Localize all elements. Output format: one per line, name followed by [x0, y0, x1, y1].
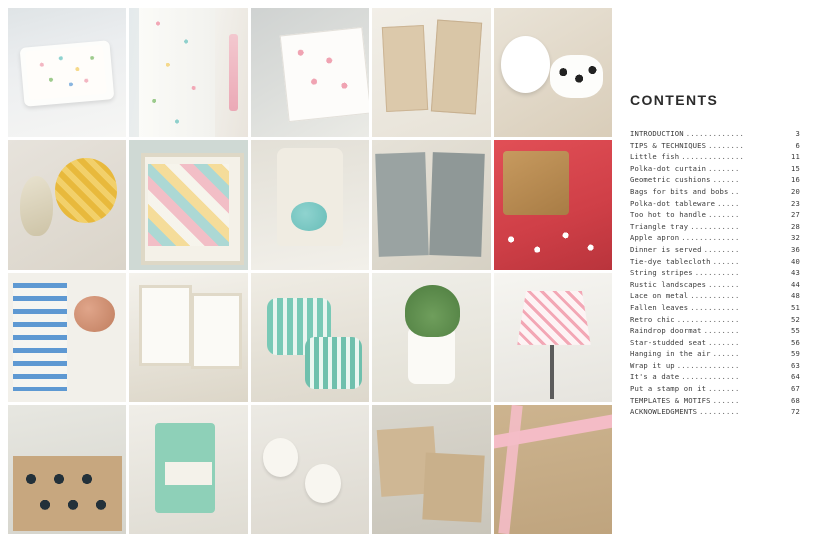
toc-entry-leader: .....	[717, 198, 740, 208]
photo-apron-hanging	[251, 140, 369, 269]
toc-entry-leader: .......	[708, 163, 740, 173]
toc-entry-label: It's a date	[630, 372, 680, 382]
contents-title: CONTENTS	[630, 92, 719, 108]
toc-entry-page: 67	[791, 384, 800, 394]
toc-entry[interactable]	[630, 337, 800, 349]
toc-entry-page: 28	[791, 221, 800, 231]
toc-entry-leader: ..............	[676, 314, 740, 324]
toc-entry-page: 55	[791, 326, 800, 336]
photo-polka-dot-tableware	[494, 8, 612, 137]
toc-entry-leader: ........	[703, 244, 740, 254]
toc-entry[interactable]	[630, 383, 800, 395]
table-of-contents	[630, 128, 800, 418]
toc-entry-leader: ..............	[676, 360, 740, 370]
toc-entry-page: 44	[791, 279, 800, 289]
photo-raindrop-doormat	[8, 405, 126, 534]
toc-entry-page: 43	[791, 268, 800, 278]
toc-entry[interactable]	[630, 128, 800, 140]
photo-mint-star-chair	[129, 405, 247, 534]
toc-entry-leader: ..	[730, 186, 740, 196]
toc-entry[interactable]	[630, 325, 800, 337]
toc-entry-label: Wrap it up	[630, 360, 675, 370]
toc-entry[interactable]	[630, 232, 800, 244]
toc-entry-page: 27	[791, 210, 800, 220]
toc-entry-leader: .............	[681, 233, 740, 243]
toc-entry-leader: ........	[703, 326, 740, 336]
toc-entry-label: Little fish	[630, 152, 680, 162]
toc-entry[interactable]	[630, 395, 800, 407]
toc-entry-label: Polka-dot curtain	[630, 163, 707, 173]
toc-entry-page: 15	[791, 163, 800, 173]
photo-red-board-lemon	[494, 140, 612, 269]
photo-stamped-parcels	[372, 405, 490, 534]
toc-entry[interactable]	[630, 314, 800, 326]
toc-entry-leader: .......	[708, 384, 740, 394]
toc-entry-label: ACKNOWLEDGMENTS	[630, 407, 698, 417]
toc-entry[interactable]	[630, 209, 800, 221]
toc-entry-leader: ......	[712, 175, 740, 185]
toc-entry-page: 51	[791, 302, 800, 312]
toc-entry-label: Hanging in the air	[630, 349, 711, 359]
photo-cross-print-cushion	[251, 8, 369, 137]
toc-entry-leader: .........	[699, 407, 740, 417]
toc-entry[interactable]	[630, 244, 800, 256]
photo-mint-patterned-tins	[251, 273, 369, 402]
toc-entry[interactable]	[630, 140, 800, 152]
toc-entry[interactable]	[630, 348, 800, 360]
toc-entry-label: Retro chic	[630, 314, 675, 324]
photo-ribbon-wrapped-parcel	[494, 405, 612, 534]
toc-entry[interactable]	[630, 371, 800, 383]
toc-entry-leader: ......	[712, 395, 740, 405]
toc-entry-label: String stripes	[630, 268, 693, 278]
photo-confetti-bedding	[8, 8, 126, 137]
toc-entry[interactable]	[630, 151, 800, 163]
toc-entry-label: TIPS & TECHNIQUES	[630, 140, 707, 150]
toc-entry[interactable]	[630, 279, 800, 291]
toc-entry[interactable]	[630, 174, 800, 186]
toc-entry-page: 11	[791, 152, 800, 162]
photo-polka-dot-curtain	[129, 8, 247, 137]
toc-entry-leader: ...........	[690, 221, 740, 231]
toc-entry-label: Too hot to handle	[630, 210, 707, 220]
toc-entry-leader: ......	[712, 256, 740, 266]
toc-entry-label: TEMPLATES & MOTIFS	[630, 395, 711, 405]
toc-entry-label: Apple apron	[630, 233, 680, 243]
toc-entry-leader: ..........	[694, 268, 740, 278]
photo-cutlery-tea-towels	[372, 140, 490, 269]
toc-entry-page: 36	[791, 244, 800, 254]
toc-entry[interactable]	[630, 163, 800, 175]
toc-entry-leader: .......	[708, 279, 740, 289]
toc-entry-page: 63	[791, 360, 800, 370]
toc-entry-page: 68	[791, 395, 800, 405]
toc-entry-page: 72	[791, 407, 800, 417]
photo-framed-prints-desk	[129, 273, 247, 402]
toc-entry-page: 56	[791, 337, 800, 347]
toc-entry-label: Tie-dye tablecloth	[630, 256, 711, 266]
toc-entry-leader: .......	[708, 337, 740, 347]
toc-entry-label: Dinner is served	[630, 244, 702, 254]
toc-entry-leader: ...........	[690, 302, 740, 312]
photo-kraft-gift-bags	[372, 8, 490, 137]
toc-entry[interactable]	[630, 290, 800, 302]
toc-entry-label: Put a stamp on it	[630, 384, 707, 394]
photo-pear-yellow-plate	[8, 140, 126, 269]
toc-entry-label: Polka-dot tableware	[630, 198, 716, 208]
photo-pink-lampshade	[494, 273, 612, 402]
toc-entry-leader: .......	[708, 210, 740, 220]
toc-entry-leader: .............	[681, 372, 740, 382]
toc-entry-label: Raindrop doormat	[630, 326, 702, 336]
toc-entry-label: Fallen leaves	[630, 302, 689, 312]
photo-clay-hanging-discs	[251, 405, 369, 534]
toc-entry-page: 64	[791, 372, 800, 382]
toc-entry[interactable]	[630, 406, 800, 418]
toc-entry[interactable]	[630, 302, 800, 314]
toc-entry[interactable]	[630, 256, 800, 268]
toc-entry-leader: ..............	[681, 152, 744, 162]
contents-panel	[612, 0, 820, 542]
toc-entry-leader: .............	[685, 129, 744, 138]
toc-entry-page: 16	[791, 175, 800, 185]
toc-entry-page: 48	[791, 291, 800, 301]
toc-entry[interactable]	[630, 267, 800, 279]
toc-entry-page: 40	[791, 256, 800, 266]
photo-painted-plant-pot	[372, 273, 490, 402]
toc-entry-label: Lace on metal	[630, 291, 689, 301]
toc-entry-label: Geometric cushions	[630, 175, 711, 185]
toc-entry-label: Bags for bits and bobs	[630, 186, 729, 196]
toc-entry-leader: ......	[712, 349, 740, 359]
toc-entry-label: Rustic landscapes	[630, 279, 707, 289]
toc-entry-page: 32	[791, 233, 800, 243]
photo-striped-placemat-spoons	[8, 273, 126, 402]
toc-entry-page: 59	[791, 349, 800, 359]
toc-entry-label: Star-studded seat	[630, 337, 707, 347]
photo-geometric-frame-art	[129, 140, 247, 269]
toc-entry[interactable]	[630, 198, 800, 210]
toc-entry-leader: ...........	[690, 291, 740, 301]
toc-entry[interactable]	[630, 360, 800, 372]
toc-entry-label: INTRODUCTION	[630, 129, 684, 138]
toc-entry-page: 23	[791, 198, 800, 208]
toc-entry-page: 20	[791, 186, 800, 196]
toc-entry-page: 3	[795, 129, 800, 138]
toc-entry[interactable]	[630, 221, 800, 233]
toc-entry-leader: ........	[708, 140, 744, 150]
toc-entry[interactable]	[630, 186, 800, 198]
toc-entry-page: 52	[791, 314, 800, 324]
toc-entry-label: Triangle tray	[630, 221, 689, 231]
toc-entry-page: 6	[795, 140, 800, 150]
